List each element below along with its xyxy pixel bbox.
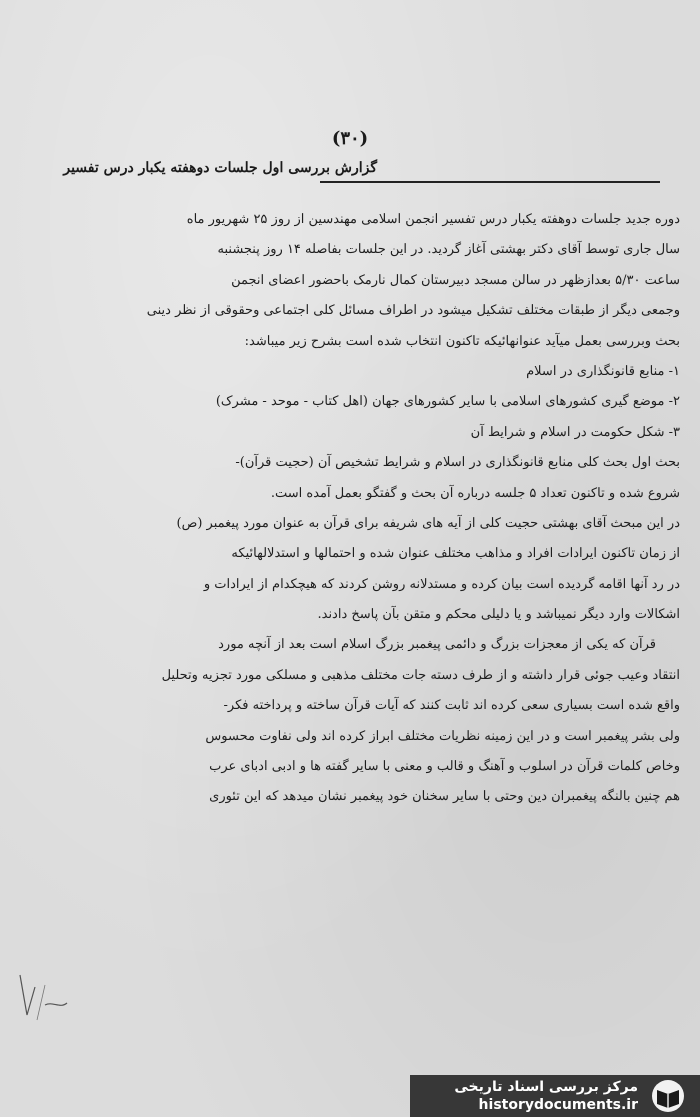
text-line: بحث اول بحث کلی منابع قانونگذاری در اسلام و شرایط تشخیص آن (حجیت قرآن)-: [235, 455, 680, 471]
text-line: در این مبحث آقای بهشتی حجیت کلی از آیه های شریفه برای قرآن به عنوان مورد پیغمبر (ص): [176, 515, 680, 531]
text-line: هم چنین بالنگه پیغمبران دین وحتی با سایر سخنان خود پیغمبر نشان میدهد که این تئوری: [209, 789, 680, 805]
text-line: بحث وبررسی بعمل میآید عنوانهائیکه تاکنون انتخاب شده است بشرح زیر میباشد:: [244, 333, 680, 349]
text-line: از زمان تاکنون ایرادات افراد و مذاهب مختلف عنوان شده و احتمالها و استدلالهائیکه: [231, 546, 680, 562]
text-line: وجمعی دیگر از طبقات مختلف تشکیل میشود در اطراف مسائل کلی اجتماعی وحقوقی از نظر دینی: [146, 303, 680, 319]
text-line: وخاص کلمات قرآن در اسلوب و آهنگ و قالب و معنی با سایر گفته ها و ادبی ادبای عرب: [209, 759, 680, 775]
report-title: گزارش بررسی اول جلسات دوهفته یکبار درس تفسیر: [63, 160, 377, 176]
text-line: اشکالات وارد دیگر نمیباشد و یا دلیلی محکم و متقن بآن پاسخ دادند.: [317, 607, 680, 623]
title-underline: [320, 181, 660, 183]
text-line: ۳- شکل حکومت در اسلام و شرایط آن: [470, 424, 680, 440]
text-line: قرآن که یکی از معجزات بزرگ و دائمی پیغمبر بزرگ اسلام است بعد از آنچه مورد: [218, 637, 656, 653]
text-line: ۲- موضع گیری کشورهای اسلامی با سایر کشورهای جهان (اهل کتاب - موحد - مشرک): [215, 394, 680, 410]
document-body: [100, 205, 680, 813]
page-number: (۳۰): [331, 128, 369, 149]
handwritten-margin-mark: [15, 965, 85, 1025]
watermark-title: مرکز بررسی اسناد تاریخی: [454, 1079, 638, 1095]
archive-watermark: [410, 1075, 700, 1117]
text-line: شروع شده و تاکنون تعداد ۵ جلسه درباره آن بحث و گفتگو بعمل آمده است.: [270, 485, 680, 501]
text-line: ساعت ۵/۳۰ بعدازظهر در سالن مسجد دبیرستان کمال نارمک باحضور اعضای انجمن: [231, 272, 680, 288]
text-line: سال جاری توسط آقای دکتر بهشتی آغاز گردید. در این جلسات بفاصله ۱۴ روز پنجشنبه: [217, 242, 680, 258]
text-line: انتقاد وعیب جوئی قرار داشته و از طرف دسته جات مختلف مذهبی و مسلکی مورد تجزیه وتحلیل: [161, 667, 680, 683]
text-line: واقع شده است بسیاری سعی کرده اند ثابت کنند که آیات قرآن ساخته و پرداخته فکر-: [223, 698, 680, 714]
text-line: در رد آنها اقامه گردیده است بیان کرده و مستدلانه روشن کردند که هیچکدام از ایرادات و: [203, 576, 680, 592]
book-emblem-icon: [644, 1078, 692, 1114]
text-line: دوره جدید جلسات دوهفته یکبار درس تفسیر انجمن اسلامی مهندسین از روز ۲۵ شهریور ماه: [186, 212, 680, 227]
watermark-url: historydocuments.ir: [478, 1097, 638, 1113]
text-line: ۱- منابع قانونگذاری در اسلام: [526, 363, 680, 379]
text-line: ولی بشر پیغمبر است و در این زمینه نظریات مختلف ابراز کرده اند ولی نفاوت محسوس: [205, 728, 680, 744]
